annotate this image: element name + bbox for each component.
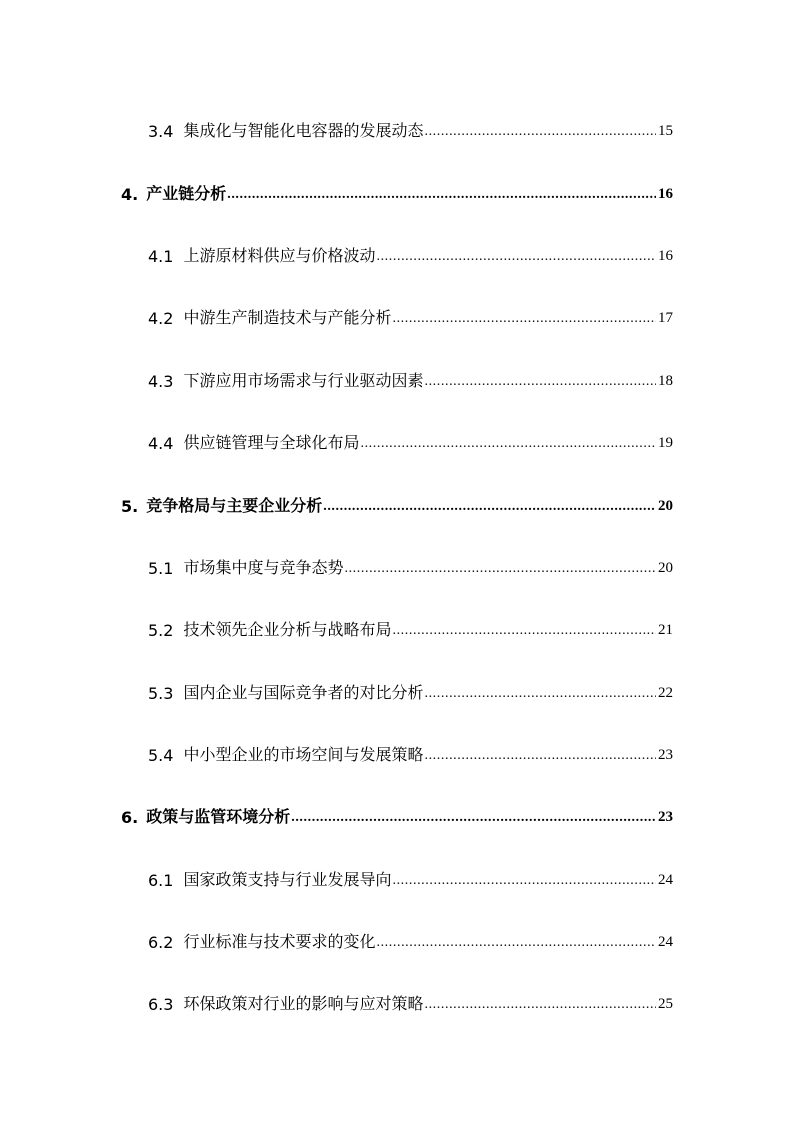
toc-dot-leader [424, 686, 656, 703]
toc-entry-number: 3.4 [148, 122, 174, 141]
toc-entry-page: 16 [658, 186, 673, 202]
toc-entry-page: 24 [658, 872, 673, 888]
toc-entry-number: 5.1 [148, 559, 174, 578]
toc-entry-6[interactable] [121, 803, 673, 827]
toc-entry-page: 24 [658, 934, 673, 950]
toc-entry-4-3[interactable] [148, 367, 673, 391]
toc-dot-leader [392, 623, 656, 640]
toc-entry-number: 4.2 [148, 309, 174, 328]
toc-entry-page: 17 [658, 310, 673, 326]
toc-entry-title: 集成化与智能化电容器的发展动态 [183, 121, 424, 140]
toc-entry-title: 国内企业与国际竞争者的对比分析 [183, 683, 424, 702]
toc-entry-5-4[interactable] [148, 741, 673, 765]
toc-entry-page: 21 [658, 622, 673, 638]
toc-entry-3-4[interactable] [148, 117, 673, 141]
toc-entry-5-3[interactable] [148, 679, 673, 703]
toc-entry-5-2[interactable] [148, 616, 673, 640]
toc-entry-5[interactable] [121, 492, 673, 516]
toc-entry-number: 4.4 [148, 434, 174, 453]
toc-entry-page: 22 [658, 685, 673, 701]
toc-entry-page: 20 [658, 498, 673, 514]
toc-entry-title: 产业链分析 [146, 184, 227, 203]
toc-dot-leader [392, 873, 656, 890]
toc-entry-title: 技术领先企业分析与战略布局 [183, 620, 392, 639]
toc-entry-title: 行业标准与技术要求的变化 [183, 932, 376, 951]
toc-dot-leader [323, 499, 656, 516]
toc-entry-4-2[interactable] [148, 304, 673, 328]
toc-entry-title: 上游原材料供应与价格波动 [183, 246, 376, 265]
toc-entry-title: 中小型企业的市场空间与发展策略 [183, 745, 424, 764]
toc-entry-title: 环保政策对行业的影响与应对策略 [183, 994, 424, 1013]
toc-entry-number: 6.2 [148, 933, 174, 952]
toc-entry-title: 市场集中度与竞争态势 [183, 558, 344, 577]
toc-dot-leader [291, 810, 656, 827]
toc-entry-6-1[interactable] [148, 866, 673, 890]
toc-entry-page: 20 [658, 560, 673, 576]
toc-entry-title: 国家政策支持与行业发展导向 [183, 870, 392, 889]
toc-entry-4-4[interactable] [148, 429, 673, 453]
toc-entry-page: 15 [658, 123, 673, 139]
toc-entry-number: 6.3 [148, 995, 174, 1014]
toc-entry-number: 5.4 [148, 746, 174, 765]
toc-entry-page: 25 [658, 996, 673, 1012]
toc-entry-page: 16 [658, 248, 673, 264]
toc-entry-number: 6. [121, 808, 139, 827]
toc-entry-number: 6.1 [148, 871, 174, 890]
toc-dot-leader [227, 187, 656, 204]
toc-entry-number: 5. [121, 497, 139, 516]
toc-entry-4[interactable] [121, 180, 673, 204]
toc-entry-5-1[interactable] [148, 554, 673, 578]
toc-entry-number: 5.3 [148, 684, 174, 703]
toc-dot-leader [424, 748, 656, 765]
toc-dot-leader [424, 997, 656, 1014]
toc-dot-leader [344, 561, 656, 578]
toc-dot-leader [376, 249, 656, 266]
toc-entry-number: 4.1 [148, 247, 174, 266]
toc-entry-page: 18 [658, 373, 673, 389]
toc-entry-page: 19 [658, 435, 673, 451]
toc-dot-leader [376, 935, 656, 952]
toc-entry-number: 5.2 [148, 621, 174, 640]
toc-entry-number: 4. [121, 185, 139, 204]
toc-entry-title: 供应链管理与全球化布局 [183, 433, 360, 452]
toc-entry-title: 中游生产制造技术与产能分析 [183, 308, 392, 327]
toc-entry-6-3[interactable] [148, 990, 673, 1014]
toc-dot-leader [424, 374, 656, 391]
toc-entry-number: 4.3 [148, 372, 174, 391]
toc-entry-page: 23 [658, 747, 673, 763]
toc-dot-leader [424, 124, 656, 141]
toc-entry-6-2[interactable] [148, 928, 673, 952]
toc-entry-title: 竞争格局与主要企业分析 [146, 496, 323, 515]
toc-dot-leader [392, 311, 656, 328]
toc-entry-title: 政策与监管环境分析 [146, 807, 291, 826]
toc-dot-leader [360, 436, 656, 453]
toc-entry-title: 下游应用市场需求与行业驱动因素 [183, 371, 424, 390]
toc-entry-4-1[interactable] [148, 242, 673, 266]
toc-entry-page: 23 [658, 809, 673, 825]
